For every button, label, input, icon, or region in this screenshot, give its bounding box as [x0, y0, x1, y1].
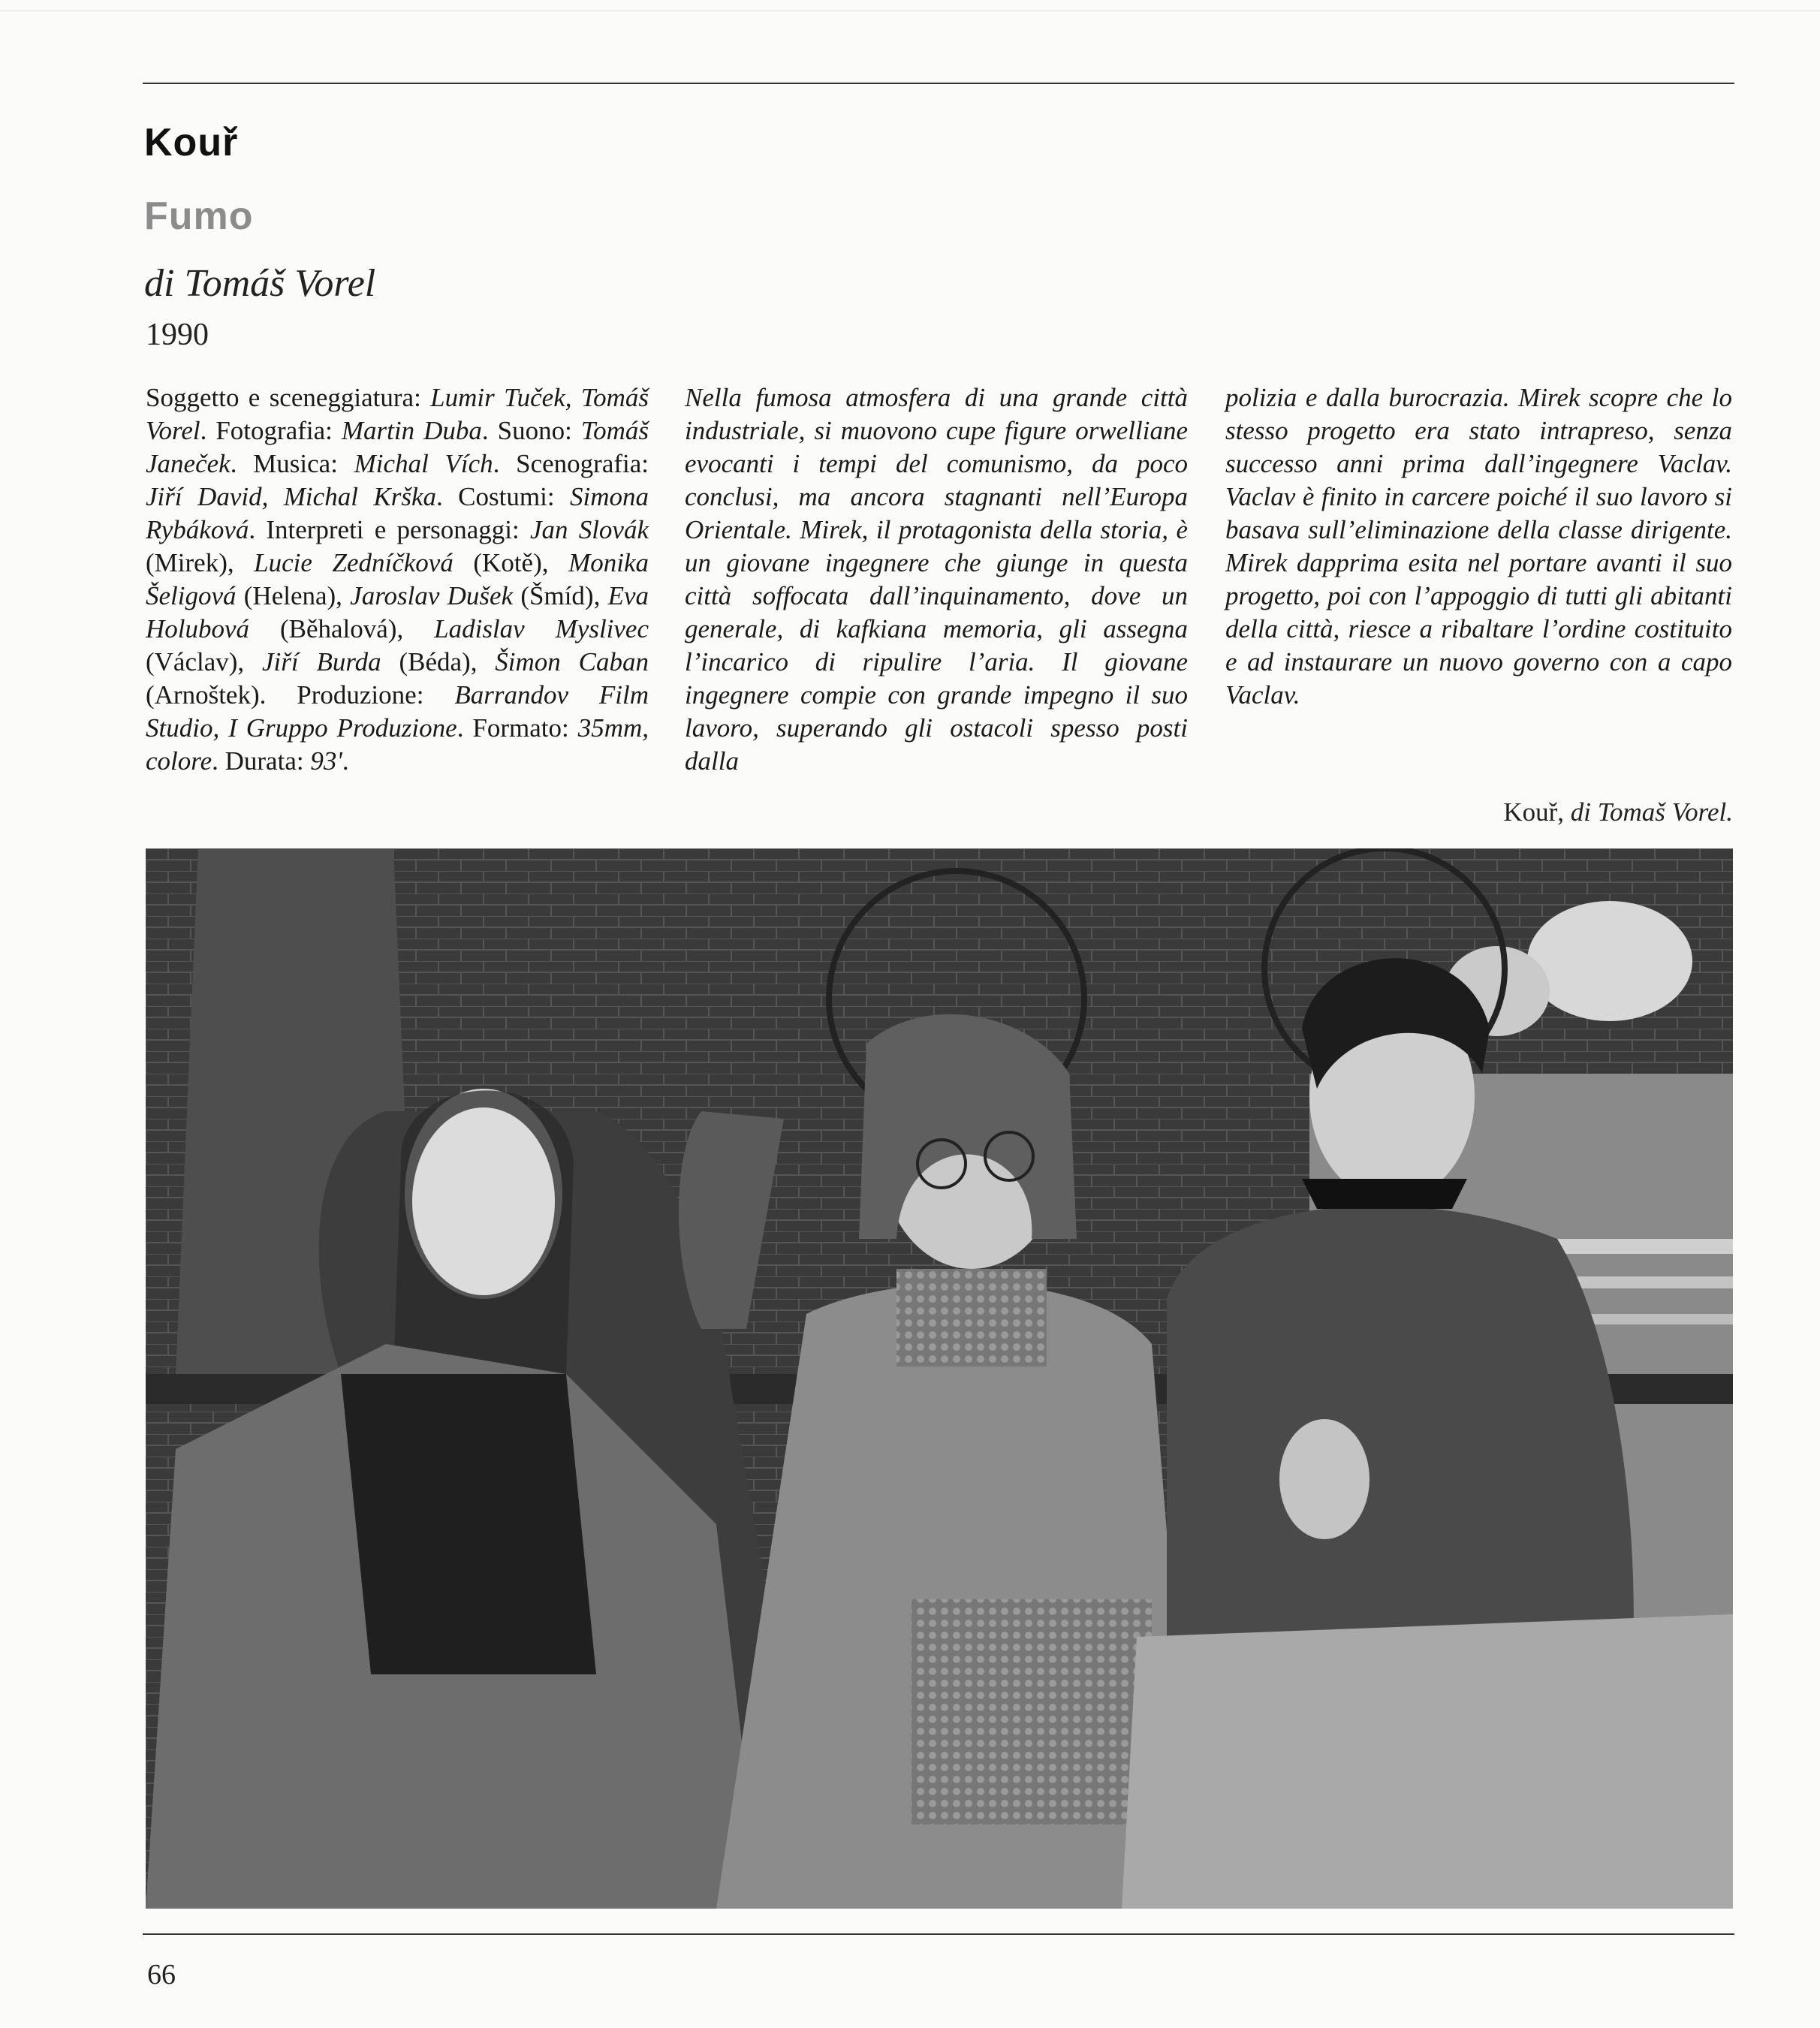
credits-column: [146, 381, 649, 778]
credit-label: Soggetto e sceneggiatura:: [146, 383, 431, 412]
credit-label: . Scenografia:: [493, 449, 649, 478]
credit-label: (Kotě),: [453, 548, 569, 577]
credit-label: . Musica:: [230, 449, 354, 478]
film-subtitle: Fumo: [144, 194, 254, 238]
film-year: 1990: [146, 318, 209, 352]
credit-name: 35mm, colore: [146, 713, 649, 776]
credit-name: Jiří David, Michal Krška: [146, 482, 436, 511]
credit-name: Tomáš Janeček: [146, 416, 649, 478]
synopsis-text-1: Nella fumosa atmosfera di una grande città industriale, si muovono cupe figure orwelliane evocanti i tempi del comunismo, da poco conclusi, ma ancora stagnanti nell’Europa Orientale. Mirek, il protagonista della storia, è un giovane ingegnere che giunge in questa città soffocata dall’inquinamento, dove un generale, di kafkiana memoria, gli assegna l’incarico di ripulire l’aria. Il giovane ingegnere compie con grande impegno il suo lavoro, superando gli ostacoli spesso posti dalla: [685, 383, 1188, 776]
credit-label: (Arnoštek). Produzione:: [146, 680, 455, 710]
credit-name: Jaroslav Dušek: [350, 581, 514, 610]
credit-label: .: [342, 746, 349, 776]
credit-name: Simona Rybáková: [146, 482, 649, 544]
film-title: Kouř: [144, 121, 239, 164]
top-rule: [143, 83, 1734, 84]
credit-label: . Costumi:: [435, 482, 570, 511]
synopsis-column-1: [685, 381, 1188, 778]
credit-name: 93': [310, 746, 342, 776]
credit-name: Jan Slovák: [529, 515, 649, 544]
credit-name: Barrandov Film Studio, I Gruppo Produzione: [146, 680, 649, 743]
credit-label: . Fotografia:: [200, 416, 342, 445]
director-line: di Tomáš Vorel: [144, 262, 376, 305]
credit-label: (Šmíd),: [513, 581, 608, 610]
synopsis-text-2: polizia e dalla burocrazia. Mirek scopre che lo stesso progetto era stato intrapreso, senza successo anni prima dall’ingegnere Vaclav. Vaclav è finito in carcere poiché il suo lavoro si basava sull’eliminazione della classe dirigente. Mirek dapprima esita nel portare avanti il suo progetto, poi con l’appoggio di tutti gli abitanti della città, riesce a ribaltare l’ordine costituito e ad instaurare un nuovo governo con a capo Vaclav.: [1225, 383, 1732, 710]
credit-label: (Mirek),: [146, 548, 255, 577]
credit-name: Lucie Zedníčková: [254, 548, 453, 577]
credit-name: Jiří Burda: [262, 647, 381, 677]
credit-label: . Durata:: [212, 746, 311, 776]
credit-name: Martin Duba: [341, 416, 482, 445]
credit-label: . Formato:: [457, 713, 578, 743]
film-still-illustration: [146, 848, 1733, 1909]
credit-label: (Běhalová),: [249, 614, 435, 643]
page-number: 66: [147, 1959, 176, 1990]
credit-name: Michal Vích: [354, 449, 493, 478]
credit-label: (Béda),: [381, 647, 496, 677]
bottom-rule: [143, 1933, 1734, 1935]
caption-credit: di Tomaš Vorel.: [1564, 797, 1733, 827]
credit-name: Lumir Tuček, Tomáš Vorel: [146, 383, 649, 445]
credits-text: [146, 381, 649, 778]
photo-caption: [1503, 797, 1733, 827]
credit-name: Ladislav Myslivec: [434, 614, 649, 643]
credit-name: Eva Holubová: [146, 581, 649, 643]
caption-title: Kouř,: [1503, 797, 1565, 827]
credit-label: (Václav),: [146, 647, 262, 677]
credit-label: . Suono:: [481, 416, 581, 445]
credit-label: . Interpreti e personaggi:: [249, 515, 530, 544]
credit-name: Monika Šeligová: [146, 548, 649, 610]
synopsis-column-2: [1225, 381, 1732, 712]
credit-name: Šimon Caban: [495, 647, 649, 677]
film-still-photo: [146, 848, 1733, 1909]
credit-label: (Helena),: [236, 581, 351, 610]
